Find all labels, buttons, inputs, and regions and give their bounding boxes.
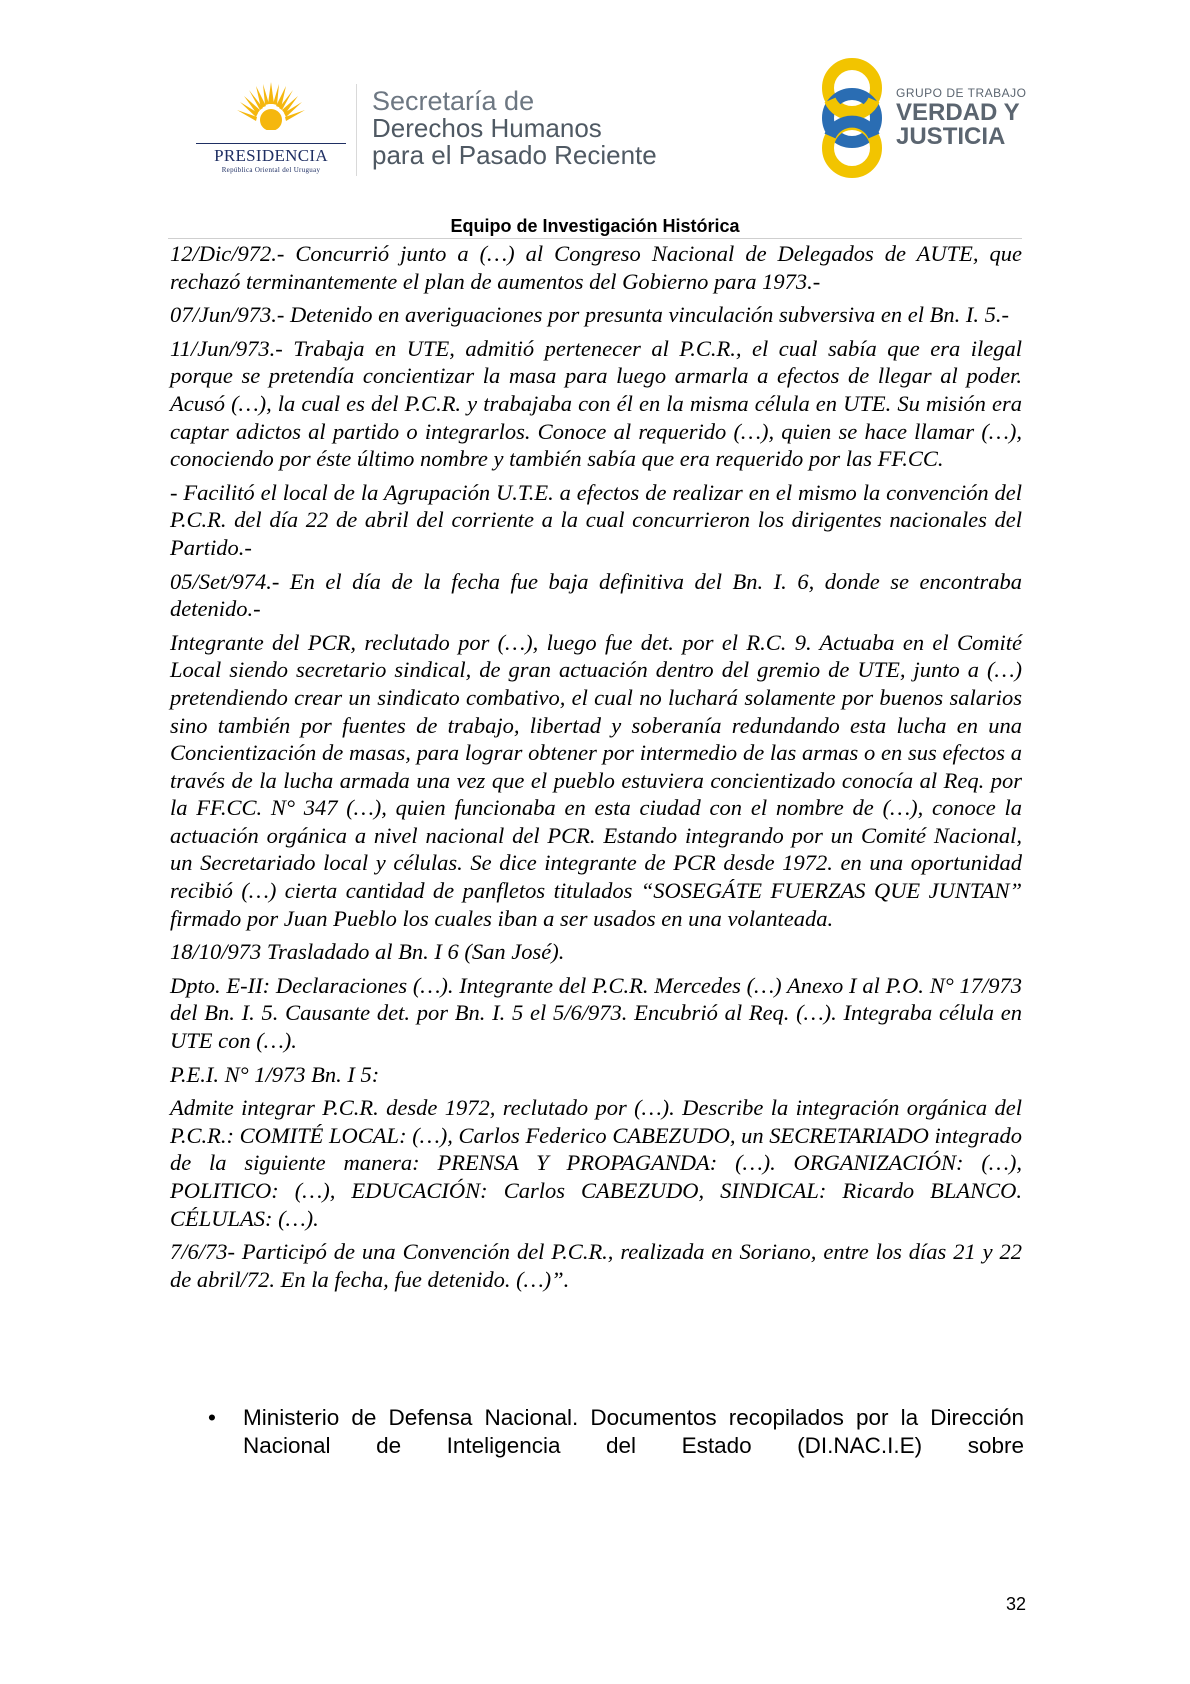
paragraph: Admite integrar P.C.R. desde 1972, reclutado por (…). Describe la integración orgánica del P.C.R.: COMITÉ LOCAL: (…), Carlos Federico CABEZUDO, un SECRETARIADO integrado de la siguiente manera: PRENSA Y PROPAGANDA: (…). ORGANIZACIÓN: (…), POLITICO: (…), EDUCACIÓN: Carlos CABEZUDO, SINDICAL: Ricardo BLANCO. CÉLULAS: (…). [170,1095,1022,1231]
presidencia-logo [196,80,346,180]
paragraph: Dpto. E-II: Declaraciones (…). Integrante del P.C.R. Mercedes (…) Anexo I al P.O. N° 17/973 del Bn. I. 5. Causante det. por Bn. I. 5 el 5/6/973. Encubrió al Req. (…). Integraba célula en UTE con (…). [170,972,1022,1054]
page-number: 32 [1005,1594,1026,1614]
paragraph: 11/Jun/973.- Trabaja en UTE, admitió pertenecer al P.C.R., el cual sabía que era ilegal porque se pretendía concientizar la masa para luego armarla a efectos de llegar al poder. Acusó (…), la cual es del P.C.R. y trabajaba con él en la misma célula en UTE. Su misión era captar adictos al partido o integrarlos. Conoce al requerido (…), quien se hace llamar (…), conociendo por éste último nombre y también sabía que era requerido por las FF.CC. [170,335,1022,472]
equipo-heading: Equipo de Investigación Histórica [450,216,740,236]
header-rule [168,238,1022,239]
paragraph: 12/Dic/972.- Concurrió junto a (…) al Congreso Nacional de Delegados de AUTE, que rechazó terminantemente el plan de aumentos del Gobierno para 1973.- [170,241,1022,294]
paragraph: 05/Set/974.- En el día de la fecha fue baja definitiva del Bn. I. 6, donde se encontraba detenido.- [170,568,1022,622]
paragraph: 07/Jun/973.- Detenido en averiguaciones por presunta vinculación subversiva en el Bn. I. 5.- [170,302,1009,328]
secretaria-line-2: Derechos Humanos [372,113,602,143]
grupo-line-2: VERDAD Y [896,99,1020,126]
presidencia-subtitle: República Oriental del Uruguay [221,166,321,174]
verdad-justicia-rings-icon [812,56,892,180]
secretaria-line-1: Secretaría de [372,86,535,116]
bullet-text: Ministerio de Defensa Nacional. Documentos recopilados por la Dirección Nacional de Inteligencia del Estado (DI.NAC.I.E) sobre [243,1405,1024,1458]
document-body [170,240,1022,1299]
grupo-line-3: JUSTICIA [896,123,1006,150]
secretaria-title [372,88,657,169]
secretaria-line-3: para el Pasado Reciente [372,140,657,170]
grupo-line-1: GRUPO DE TRABAJO [896,86,1027,100]
paragraph: 7/6/73- Participó de una Convención del P.C.R., realizada en Soriano, entre los días 21 y 22 de abril/72. En la fecha, fue detenido. (…)”. [170,1239,1022,1292]
presidencia-rule [196,143,346,144]
paragraph: P.E.I. N° 1/973 Bn. I 5: [170,1061,380,1087]
page-header [0,0,1190,236]
grupo-trabajo-title [896,86,1026,148]
paragraph: 18/10/973 Trasladado al Bn. I 6 (San José). [170,939,565,965]
sun-logo-icon [236,80,306,142]
paragraph: - Facilitó el local de la Agrupación U.T.E. a efectos de realizar en el mismo la convención del P.C.R. del día 22 de abril del corriente a la cual concurrieron los dirigentes nacionales del Partido.- [170,479,1022,560]
bullet-item [208,1404,1024,1460]
bullet-symbol: • [208,1405,216,1430]
presidencia-name: PRESIDENCIA [214,146,328,165]
header-divider [356,84,357,176]
paragraph: Integrante del PCR, reclutado por (…), luego fue det. por el R.C. 9. Actuaba en el Comité Local siendo secretario sindical, de gran actuación dentro del gremio de UTE, junto a (…) pretendiendo crear un sindicato combativo, el cual no luchará solamente por buenos salarios sino también por fuentes de trabajo, libertad y soberanía redundando esta lucha en una Concientización de masas, para lograr obtener por intermedio de las armas o en sus efectos a través de la lucha armada una vez que el pueblo estuviera concientizado conocía al Req. por la FF.CC. N° 347 (…), quien funcionaba en esta ciudad con el nombre de (…), conoce la actuación orgánica a nivel nacional del PCR. Estando integrando por un Comité Nacional, un Secretariado local y células. Se dice integrante de PCR desde 1972. en una oportunidad recibió (…) cierta cantidad de panfletos titulados “SOSEGÁTE FUERZAS QUE JUNTAN” firmado por Juan Pueblo los cuales iban a ser usados en una volanteada. [170,629,1022,931]
